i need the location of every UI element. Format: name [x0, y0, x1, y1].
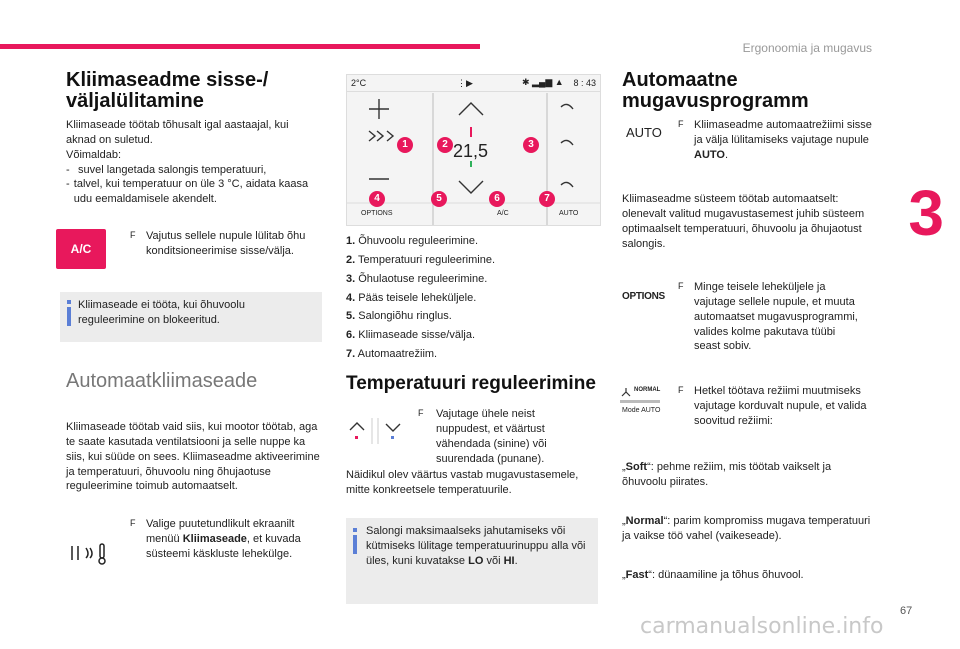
- callout-list: [346, 234, 596, 362]
- arrow-bullet-icon: F: [130, 230, 136, 240]
- options-label-icon: OPTIONS: [622, 291, 665, 302]
- arrow-bullet-icon: F: [418, 408, 424, 418]
- section-heading-temperature: Temperatuuri reguleerimine: [346, 373, 596, 394]
- ac-description: Vajutus sellele nupule lülitab õhu konditsioneerimise sisse/välja.: [146, 230, 306, 257]
- list-item: 2. Temperatuuri reguleerimine.: [346, 253, 495, 266]
- arrow-bullet-icon: F: [678, 119, 684, 129]
- ac-button-image: A/C: [56, 229, 106, 269]
- callout-7: 7: [539, 191, 555, 207]
- page-number: 67: [900, 605, 913, 617]
- intro-line: Kliimaseade töötab tõhusalt igal aastaajal, kui aknad on suletud.: [66, 119, 289, 146]
- temperature-description: Vajutage ühele neist nuppudest, et väärtust vähendada (sinine) või suurendada (punane).: [436, 408, 547, 465]
- intro-text: [66, 118, 321, 207]
- list-item: 5. Salongiõhu ringlus.: [346, 310, 452, 323]
- callout-1: 1: [397, 137, 413, 153]
- climate-menu-icon: [66, 540, 116, 566]
- screen-ac-label: A/C: [497, 210, 509, 217]
- chapter-number: 3: [908, 177, 944, 249]
- callout-2: 2: [437, 137, 453, 153]
- callout-3: 3: [523, 137, 539, 153]
- auto-program-paragraph: Kliimaseadme süsteem töötab automaatselt: olenevalt valitud mugavustasemest juhib süsteem optimaalselt temperatuuri, õhuvoolu ja õhujaotust salongis.: [622, 193, 865, 250]
- section-title: Ergonoomia ja mugavus: [742, 41, 872, 55]
- callout-4: 4: [369, 191, 385, 207]
- bullet-2: - talvel, kui temperatuur on üle 3 °C, aidata kaasa udu eemaldamisele akendelt.: [66, 178, 309, 206]
- list-item: 7. Automaatrežiim.: [346, 348, 438, 361]
- outside-temp: 2°C: [351, 78, 367, 88]
- section-heading-auto-program: Automaatne mugavusprogramm: [622, 69, 809, 112]
- options-label: Võimaldab:: [66, 148, 122, 161]
- section-heading-auto-ac: Automaatkliimaseade: [66, 370, 258, 392]
- screen-options-label: OPTIONS: [361, 210, 393, 217]
- temperature-buttons-icon: [346, 416, 406, 446]
- info-note-box: [60, 292, 322, 342]
- auto-label-icon: AUTO: [626, 125, 662, 140]
- signal-icon: ✱ ▂▄▆ ▲: [522, 77, 564, 87]
- menu-description: Valige puutetundlikult ekraanilt menüü Kliimaseade, et kuvada süsteemi käskluste lehekülge.: [146, 518, 301, 560]
- arrow-bullet-icon: F: [678, 385, 684, 395]
- screen-status-bar: [347, 75, 600, 92]
- list-item: 1. Õhuvoolu reguleerimine.: [346, 235, 479, 247]
- temperature-value: 21,5: [453, 141, 489, 161]
- note-text: Salongi maksimaalseks jahutamiseks või kütmiseks lülitage temperatuurinuppu alla või üles, kuni kuvatakse LO või HI.: [366, 525, 586, 567]
- media-icon: ⋮▶: [457, 78, 473, 88]
- mode-fast: „Fast“: dünaamiline ja tõhus õhuvool.: [622, 569, 804, 581]
- header-accent-bar: [0, 44, 480, 49]
- callout-5: 5: [431, 191, 447, 207]
- mode-auto-icon: [620, 386, 670, 420]
- mode-bar: [620, 400, 660, 403]
- mode-auto-label: Mode AUTO: [622, 407, 661, 414]
- arrow-bullet-icon: F: [130, 518, 136, 528]
- arrow-bullet-icon: F: [678, 281, 684, 291]
- mode-normal-label: NORMAL: [634, 387, 661, 393]
- callout-6: 6: [489, 191, 505, 207]
- screen-auto-label: AUTO: [559, 210, 579, 217]
- section-heading-ac: Kliimaseadme sisse-/ väljalülitamine: [66, 69, 269, 112]
- mode-soft: „Soft“: pehme režiim, mis töötab vaikselt ja õhuvoolu piirates.: [622, 461, 832, 488]
- climate-screen-image: [346, 74, 601, 226]
- options-description: Minge teisele leheküljele ja vajutage sellele nupule, et muuta automaatset mugavusprogrammi, valides kolme pakutava tüübi seast sobiv.: [694, 281, 858, 353]
- list-item: 6. Kliimaseade sisse/välja.: [346, 329, 476, 342]
- note-text: Kliimaseade ei tööta, kui õhuvoolu reguleerimine on blokeeritud.: [78, 299, 245, 326]
- list-item: 4. Pääs teisele leheküljele.: [346, 291, 477, 304]
- temperature-paragraph: Näidikul olev väärtus vastab mugavustasemele, mitte konkreetsele temperatuurile.: [346, 469, 579, 496]
- mode-description: Hetkel töötava režiimi muutmiseks vajutage korduvalt nupule, et valida soovitud režiimi:: [694, 385, 867, 427]
- fan-icon: [620, 386, 632, 398]
- list-item: 3. Õhulaotuse reguleerimine.: [346, 272, 488, 285]
- info-icon: [352, 528, 358, 554]
- auto-description: Kliimaseadme automaatrežiimi sisse ja välja lülitamiseks vajutage nupule AUTO.: [694, 119, 872, 161]
- bullet-1: - suvel langetada salongis temperatuuri,: [66, 163, 267, 176]
- info-icon: [66, 300, 72, 326]
- watermark: carmanualsonline.info: [640, 614, 884, 639]
- auto-ac-paragraph: Kliimaseade töötab vaid siis, kui mootor töötab, aga te saate kasutada ventilatsiooni ja selle nuppe ka siis, kui süüde on sees. Kliimaseadme aktiveerimine ja temperatuuri, õhuvoolu ning õhujaotuse reguleerimine toimub automaatselt.: [66, 421, 320, 493]
- clock: 8 : 43: [573, 78, 596, 88]
- info-note-box: [346, 518, 598, 604]
- mode-normal: „Normal“: parim kompromiss mugava temperatuuri ja vaikse töö vahel (vaikeseade).: [622, 515, 871, 542]
